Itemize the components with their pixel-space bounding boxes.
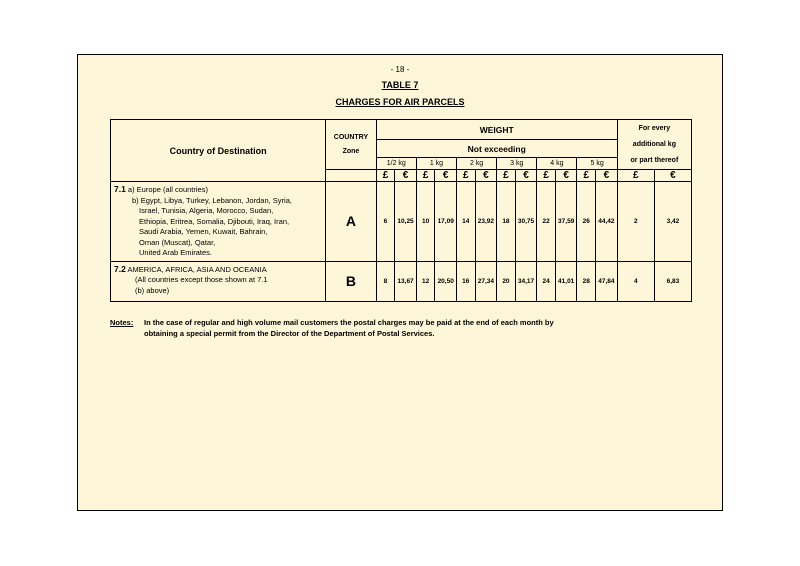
rate-cell: 17,09 [435, 182, 457, 262]
rate-cell: 24 [537, 261, 556, 301]
header-country-zone [326, 120, 376, 170]
header-euro: € [555, 170, 577, 182]
rate-cell: 34,17 [515, 261, 537, 301]
country-line: Ethiopia, Eritrea, Somalia, Djibouti, Iraq, Iran, [139, 216, 290, 226]
table-row [111, 182, 692, 262]
header-pound: £ [497, 170, 516, 182]
header-zone-line2: Zone [342, 148, 360, 155]
notes-label: Notes: [110, 318, 134, 327]
rate-cell: 26 [577, 182, 596, 262]
header-zone-line1: COUNTRY [333, 134, 369, 141]
notes-section [110, 317, 670, 338]
notes-line: In the case of regular and high volume mail customers the postal charges may be paid at the end of each month by [144, 318, 554, 327]
zone-cell: B [326, 261, 376, 301]
rate-cell: 41,01 [555, 261, 577, 301]
header-euro: € [654, 170, 691, 182]
country-line: AMERICA, AFRICA, ASIA AND OCEANIA [127, 264, 267, 274]
country-line: Israel, Tunisia, Algeria, Morocco, Sudan, [139, 206, 274, 215]
rate-cell: 20 [497, 261, 516, 301]
rate-cell: 44,42 [596, 182, 618, 262]
rate-cell: 23,92 [475, 182, 497, 262]
country-line: United Arab Emirates. [139, 248, 212, 257]
header-additional-kg [617, 120, 691, 170]
header-pound: £ [537, 170, 556, 182]
header-euro: € [395, 170, 417, 182]
header-pound: £ [376, 170, 395, 182]
rate-cell: 28 [577, 261, 596, 301]
rate-cell: 27,34 [475, 261, 497, 301]
header-euro: € [475, 170, 497, 182]
rate-cell: 20,50 [435, 261, 457, 301]
notes-line: obtaining a special permit from the Director of the Department of Postal Services. [144, 329, 435, 338]
additional-rate-cell: 4 [617, 261, 654, 301]
row-7-1-country [111, 182, 326, 262]
additional-rate-cell: 2 [617, 182, 654, 262]
header-weight: WEIGHT [376, 120, 617, 140]
table-label: TABLE 7 [381, 80, 419, 90]
rate-cell: 37,59 [555, 182, 577, 262]
zone-cell: A [326, 182, 376, 262]
header-additional-line3: or part thereof [630, 156, 679, 164]
table-row [111, 261, 692, 301]
header-weight-3kg: 3 kg [497, 158, 537, 170]
country-line: a) Europe (all countries) [127, 185, 208, 194]
country-line: b) Egypt, Libya, Turkey, Lebanon, Jordan, Syria, [132, 195, 292, 205]
additional-rate-cell: 3,42 [654, 182, 691, 262]
row-number: 7.1 [114, 184, 126, 194]
country-line: (b) above) [135, 285, 170, 295]
rate-cell: 6 [376, 182, 395, 262]
country-line: (All countries except those shown at 7.1 [135, 275, 268, 284]
page-number: - 18 - [390, 65, 410, 74]
row-number: 7.2 [114, 263, 126, 274]
rate-cell: 47,84 [596, 261, 618, 301]
air-parcel-charges-table [110, 119, 692, 302]
table-title: CHARGES FOR AIR PARCELS [335, 97, 465, 107]
country-line: Saudi Arabia, Yemen, Kuwait, Bahrain, [139, 227, 268, 236]
row-7-2-country [111, 261, 326, 301]
rate-cell: 8 [376, 261, 395, 301]
notes-text [144, 317, 664, 339]
rate-cell: 16 [457, 261, 476, 301]
header-zone-blank [326, 170, 376, 182]
rate-cell: 22 [537, 182, 556, 262]
header-pound: £ [457, 170, 476, 182]
rate-cell: 18 [497, 182, 516, 262]
rate-cell: 13,67 [395, 261, 417, 301]
header-pound: £ [416, 170, 435, 182]
additional-rate-cell: 6,83 [654, 261, 691, 301]
header-euro: € [515, 170, 537, 182]
rate-cell: 10,25 [395, 182, 417, 262]
header-weight-1kg: 1 kg [416, 158, 456, 170]
header-additional-line2: additional kg [632, 140, 676, 148]
header-weight-2kg: 2 kg [457, 158, 497, 170]
rate-cell: 30,75 [515, 182, 537, 262]
header-weight-5kg: 5 kg [577, 158, 617, 170]
country-line: Oman (Muscat), Qatar, [139, 237, 216, 247]
header-pound: £ [617, 170, 654, 182]
header-additional-line1: For every [638, 124, 671, 132]
rate-cell: 14 [457, 182, 476, 262]
header-pound: £ [577, 170, 596, 182]
header-weight-half-kg: 1/2 kg [376, 158, 416, 170]
header-euro: € [435, 170, 457, 182]
header-weight-4kg: 4 kg [537, 158, 577, 170]
header-euro: € [596, 170, 618, 182]
document-page [77, 54, 723, 511]
header-country-of-destination: Country of Destination [111, 120, 326, 182]
header-not-exceeding: Not exceeding [376, 140, 617, 158]
rate-cell: 12 [416, 261, 435, 301]
rate-cell: 10 [416, 182, 435, 262]
